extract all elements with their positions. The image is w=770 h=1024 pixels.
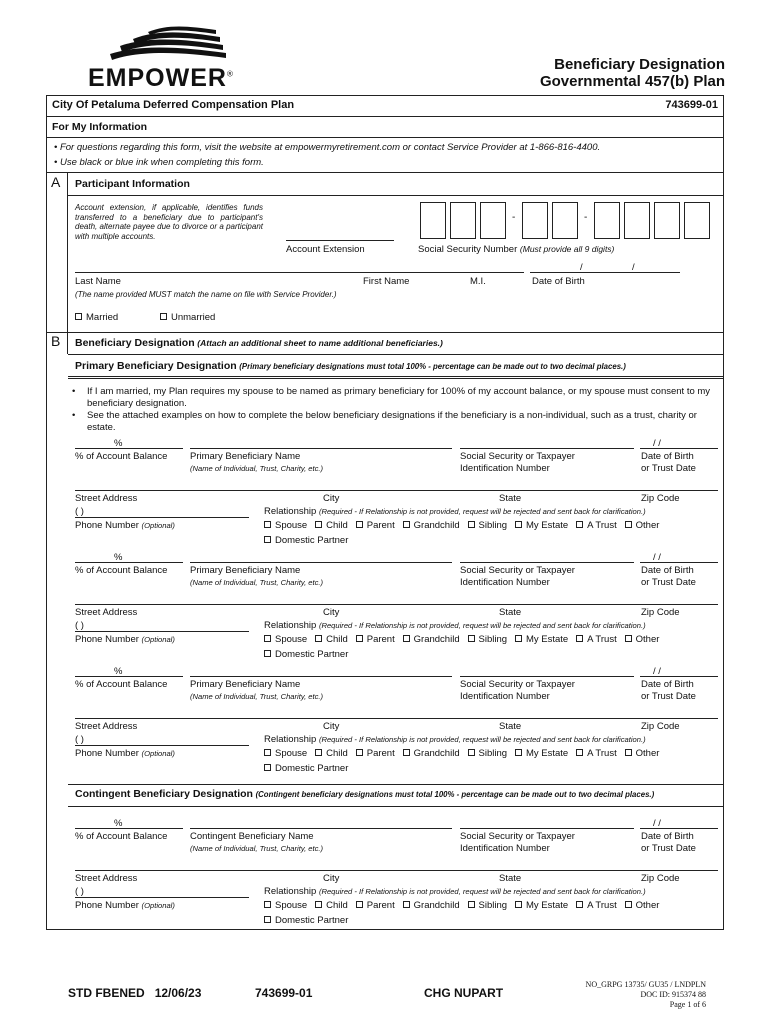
relationship-options xyxy=(264,748,659,759)
grandchild-checkbox[interactable]: Grandchild xyxy=(403,748,460,759)
percent-field[interactable] xyxy=(75,676,183,677)
ssn-digit-3[interactable] xyxy=(480,202,506,239)
other-checkbox[interactable]: Other xyxy=(625,520,660,531)
grandchild-checkbox[interactable]: Grandchild xyxy=(403,634,460,645)
child-checkbox[interactable]: Child xyxy=(315,748,348,759)
beneficiary-dob-field[interactable] xyxy=(640,448,718,449)
phone-field[interactable] xyxy=(75,631,249,632)
percent-field[interactable] xyxy=(75,562,183,563)
grandchild-checkbox[interactable]: Grandchild xyxy=(403,520,460,531)
plan-number: 743699-01 xyxy=(665,99,718,111)
percent-field[interactable] xyxy=(75,828,183,829)
beneficiary-name-field[interactable] xyxy=(190,562,452,563)
beneficiary-designation-heading: Beneficiary Designation (Attach an additional sheet to name additional beneficiaries.) xyxy=(75,337,443,349)
ssn-digit-5[interactable] xyxy=(552,202,578,239)
sibling-checkbox[interactable]: Sibling xyxy=(468,748,508,759)
footer-chg: CHG NUPART xyxy=(424,986,504,1000)
parent-checkbox[interactable]: Parent xyxy=(356,634,395,645)
beneficiary-dob-field[interactable] xyxy=(640,562,718,563)
phone-field[interactable] xyxy=(75,745,249,746)
empower-logo-text: EMPOWER® xyxy=(88,64,234,92)
other-checkbox[interactable]: Other xyxy=(625,748,660,759)
beneficiary-name-field[interactable] xyxy=(190,676,452,677)
domestic-partner-checkbox[interactable]: Domestic Partner xyxy=(264,763,348,774)
beneficiary-dob-field[interactable] xyxy=(640,828,718,829)
a-trust-checkbox[interactable]: A Trust xyxy=(576,900,617,911)
account-extension-note: Account extension, if applicable, identifies funds transferred to a beneficiary due to participant's death, alternate payee due to divorce or a participant with multiple accounts. xyxy=(75,203,263,241)
ssn-digit-4[interactable] xyxy=(522,202,548,239)
spouse-checkbox[interactable]: Spouse xyxy=(264,520,307,531)
primary-bullet-2: • See the attached examples on how to complete the below beneficiary designations if the beneficiary is a non-individual, such as a trust, charity or estate. xyxy=(72,410,697,433)
a-trust-checkbox[interactable]: A Trust xyxy=(576,634,617,645)
footer-plan-number: 743699-01 xyxy=(255,986,313,1000)
relationship-options xyxy=(264,634,659,645)
address-field[interactable] xyxy=(75,718,718,719)
my-estate-checkbox[interactable]: My Estate xyxy=(515,634,568,645)
account-extension-label: Account Extension xyxy=(286,244,365,255)
beneficiary-name-field[interactable] xyxy=(190,448,452,449)
beneficiary-ssn-field[interactable] xyxy=(460,828,634,829)
form-subtitle: Governmental 457(b) Plan xyxy=(539,73,725,90)
empower-logo-icon xyxy=(108,24,228,64)
ssn-digit-9[interactable] xyxy=(684,202,710,239)
footer-form-code: STD FBENED 12/06/23 xyxy=(68,986,202,1000)
domestic-partner-checkbox[interactable]: Domestic Partner xyxy=(264,535,348,546)
domestic-partner-checkbox[interactable]: Domestic Partner xyxy=(264,649,348,660)
account-extension-field[interactable] xyxy=(286,240,394,241)
spouse-checkbox[interactable]: Spouse xyxy=(264,900,307,911)
beneficiary-ssn-field[interactable] xyxy=(460,448,634,449)
phone-field[interactable] xyxy=(75,897,249,898)
info-bullet-2: • Use black or blue ink when completing this form. xyxy=(54,157,264,168)
address-field[interactable] xyxy=(75,870,718,871)
first-name-label: First Name xyxy=(363,276,410,287)
a-trust-checkbox[interactable]: A Trust xyxy=(576,520,617,531)
sibling-checkbox[interactable]: Sibling xyxy=(468,900,508,911)
phone-field[interactable] xyxy=(75,517,249,518)
beneficiary-dob-field[interactable] xyxy=(640,676,718,677)
address-field[interactable] xyxy=(75,604,718,605)
info-bullet-1: • For questions regarding this form, visit the website at empowermyretirement.com or contact Service Provider at 1-866-816-4400. xyxy=(54,142,601,153)
beneficiary-name-field[interactable] xyxy=(190,828,452,829)
ssn-digit-8[interactable] xyxy=(654,202,680,239)
primary-bullet-1: • If I am married, my Plan requires my spouse to be named as primary beneficiary for 100% of my account balance, or my spouse must consent to my beneficiary designation. xyxy=(72,386,711,409)
participant-name-field[interactable] xyxy=(75,272,524,273)
child-checkbox[interactable]: Child xyxy=(315,900,348,911)
ssn-digit-1[interactable] xyxy=(420,202,446,239)
child-checkbox[interactable]: Child xyxy=(315,634,348,645)
address-field[interactable] xyxy=(75,490,718,491)
contingent-heading: Contingent Beneficiary Designation (Contingent beneficiary designations must total 100% - percentage can be made out to two decimal places.) xyxy=(75,788,655,800)
unmarried-checkbox[interactable]: Unmarried xyxy=(160,312,215,323)
spouse-checkbox[interactable]: Spouse xyxy=(264,748,307,759)
child-checkbox[interactable]: Child xyxy=(315,520,348,531)
married-checkbox[interactable]: Married xyxy=(75,312,118,323)
sibling-checkbox[interactable]: Sibling xyxy=(468,520,508,531)
relationship-options xyxy=(264,520,659,531)
my-info-heading: For My Information xyxy=(52,121,148,133)
participant-info-heading: Participant Information xyxy=(75,178,190,190)
parent-checkbox[interactable]: Parent xyxy=(356,520,395,531)
form-title: Beneficiary Designation xyxy=(554,56,725,73)
last-name-label: Last Name xyxy=(75,276,121,287)
dob-label: Date of Birth xyxy=(532,276,585,287)
my-estate-checkbox[interactable]: My Estate xyxy=(515,520,568,531)
ssn-digit-7[interactable] xyxy=(624,202,650,239)
relationship-options xyxy=(264,900,659,911)
parent-checkbox[interactable]: Parent xyxy=(356,748,395,759)
participant-dob-field[interactable] xyxy=(530,272,680,273)
spouse-checkbox[interactable]: Spouse xyxy=(264,634,307,645)
beneficiary-ssn-field[interactable] xyxy=(460,562,634,563)
ssn-digit-2[interactable] xyxy=(450,202,476,239)
a-trust-checkbox[interactable]: A Trust xyxy=(576,748,617,759)
other-checkbox[interactable]: Other xyxy=(625,634,660,645)
mi-label: M.I. xyxy=(470,276,486,287)
other-checkbox[interactable]: Other xyxy=(625,900,660,911)
percent-field[interactable] xyxy=(75,448,183,449)
ssn-digit-6[interactable] xyxy=(594,202,620,239)
primary-heading: Primary Beneficiary Designation (Primary beneficiary designations must total 100% - percentage can be made out to two decimal places.) xyxy=(75,360,626,372)
section-b-letter: B xyxy=(51,333,61,349)
domestic-partner-checkbox[interactable]: Domestic Partner xyxy=(264,915,348,926)
name-match-note: (The name provided MUST match the name on file with Service Provider.) xyxy=(75,290,337,299)
footer-reference: NO_GRPG 13735/ GU35 / LNDPLN DOC ID: 915374 88 Page 1 of 6 xyxy=(585,980,706,1009)
plan-name: City Of Petaluma Deferred Compensation Plan xyxy=(52,99,295,111)
my-estate-checkbox[interactable]: My Estate xyxy=(515,900,568,911)
ssn-label: Social Security Number (Must provide all 9 digits) xyxy=(418,244,615,255)
sibling-checkbox[interactable]: Sibling xyxy=(468,634,508,645)
section-a-letter: A xyxy=(51,174,61,190)
beneficiary-ssn-field[interactable] xyxy=(460,676,634,677)
my-estate-checkbox[interactable]: My Estate xyxy=(515,748,568,759)
grandchild-checkbox[interactable]: Grandchild xyxy=(403,900,460,911)
parent-checkbox[interactable]: Parent xyxy=(356,900,395,911)
